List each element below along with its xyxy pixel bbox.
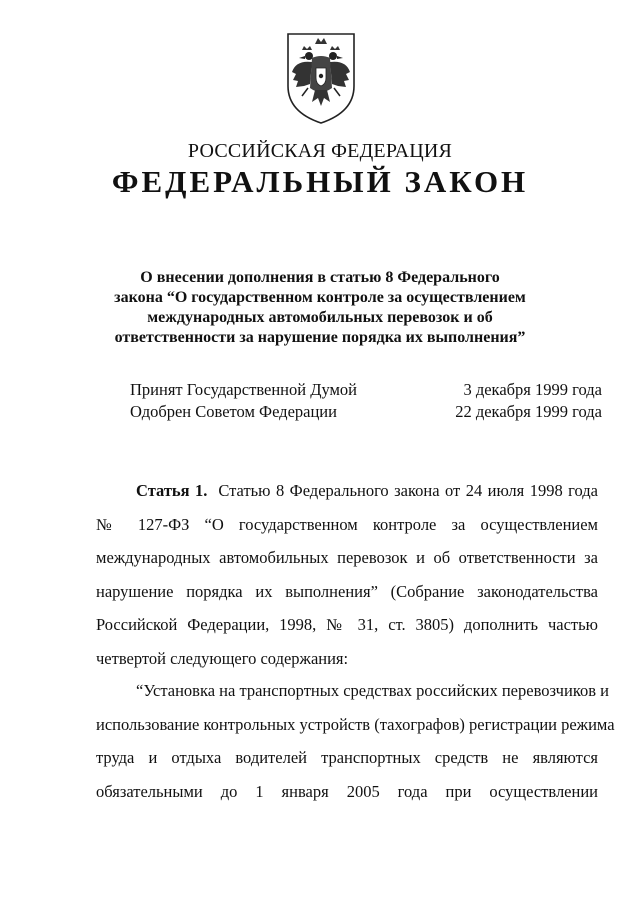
body-line: труда и отдыха водителей транспортных средств не являются <box>96 748 598 767</box>
title-line: международных автомобильных перевозок и об <box>147 309 493 326</box>
title-line: закона “О государственном контроле за осуществлением <box>114 289 526 306</box>
body-line: Российской Федерации, 1998, № 31, ст. 3805) дополнить частью <box>96 615 598 634</box>
body-line: обязательными до 1 января 2005 года при осуществлении <box>96 781 598 801</box>
quoted-amendment-paragraph <box>96 674 615 808</box>
article-text: Статью 8 Федерального закона от 24 июля 1998 года <box>218 481 598 500</box>
adoption-row-council <box>130 402 602 424</box>
adoption-row-duma <box>130 380 602 402</box>
adoption-date: 3 декабря 1999 года <box>463 380 602 399</box>
double-headed-eagle-icon <box>282 28 360 126</box>
body-line <box>96 474 598 508</box>
title-line: О внесении дополнения в статью 8 Федерального <box>140 269 500 286</box>
body-line: № 127-ФЗ “О государственном контроле за осуществлением <box>96 514 598 534</box>
article-heading: Статья 1. <box>136 481 208 500</box>
body-line: “Установка на транспортных средствах российских перевозчиков и <box>136 681 609 700</box>
body-line: четвертой следующего содержания: <box>96 648 349 668</box>
adoption-label: Принят Государственной Думой <box>130 380 358 399</box>
adoption-label: Одобрен Советом Федерации <box>130 402 337 421</box>
body-line: использование контрольных устройств (тахографов) регистрации режима <box>96 714 615 734</box>
law-title <box>90 268 550 348</box>
document-type: ФЕДЕРАЛЬНЫЙ ЗАКОН <box>111 164 529 199</box>
adoption-date: 22 декабря 1999 года <box>455 402 602 421</box>
article-1-paragraph <box>96 474 598 675</box>
body-line: нарушение порядка их выполнения” (Собрание законодательства <box>96 581 598 601</box>
title-line: ответственности за нарушение порядка их выполнения” <box>114 329 526 346</box>
coat-of-arms-emblem <box>282 28 360 126</box>
country-name: РОССИЙСКАЯ ФЕДЕРАЦИЯ <box>187 140 453 162</box>
body-line: международных автомобильных перевозок и об ответственности за <box>96 548 598 567</box>
